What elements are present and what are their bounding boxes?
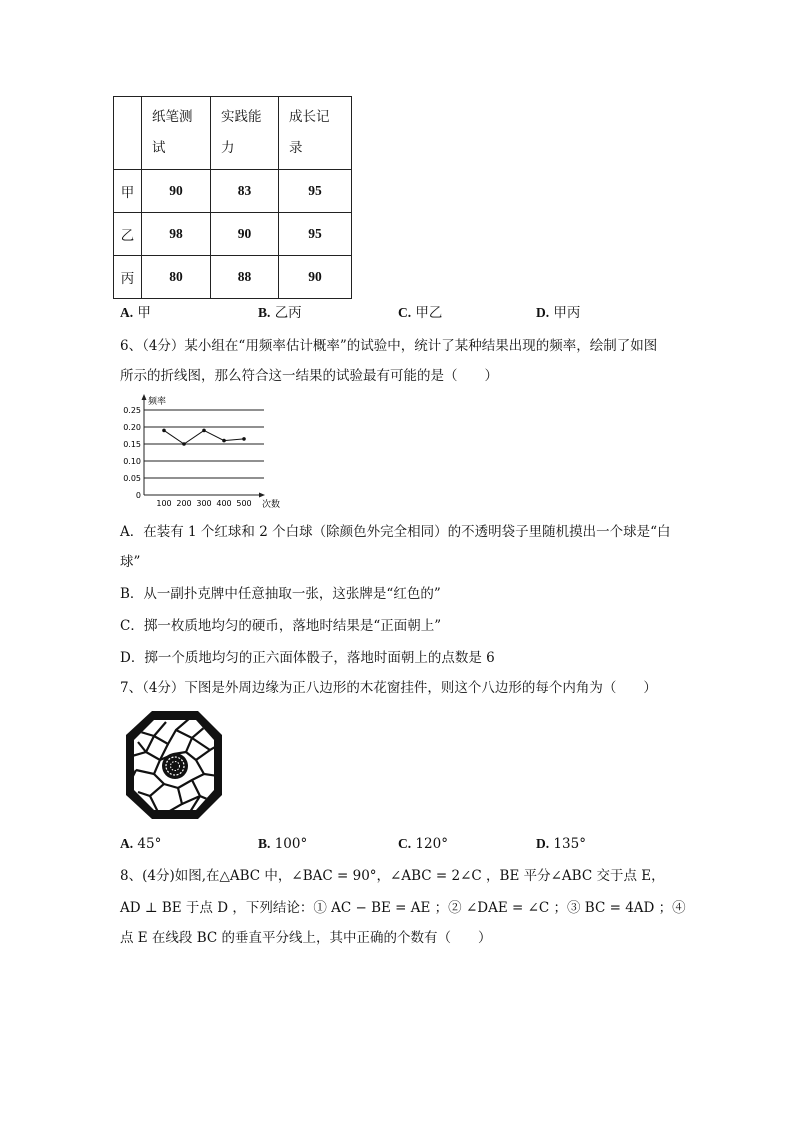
q7-option-c: [398, 834, 448, 854]
option-text: 甲丙: [553, 305, 581, 321]
data-point: [182, 442, 186, 446]
option-text: 乙丙: [274, 305, 302, 321]
score-cell: 88: [211, 256, 279, 299]
q5-option-b: [258, 303, 302, 323]
octagon-window-image: [124, 708, 224, 826]
option-label: A.: [120, 836, 134, 851]
table-header-row: [114, 97, 352, 170]
option-label: C.: [398, 305, 412, 320]
q8-stem-line-2: AD ⊥ BE 于点 D ，下列结论：① AC − BE = AE ；② ∠DAE = ∠C ；③ BC = 4AD ；④: [120, 900, 686, 916]
table-corner-cell: [114, 97, 142, 170]
option-text: 甲: [137, 305, 151, 321]
data-point: [202, 429, 206, 433]
score-cell: 90: [142, 170, 211, 213]
option-text: 135°: [553, 836, 586, 852]
q8-stem-line-3: 点 E 在线段 BC 的垂直平分线上，其中正确的个数有（ ）: [120, 930, 492, 946]
y-tick-label: 0.20: [123, 423, 141, 432]
score-cell: 95: [279, 213, 352, 256]
score-cell: 83: [211, 170, 279, 213]
option-label: D.: [536, 305, 550, 320]
q5-option-d: [536, 303, 580, 323]
option-label: D.: [536, 836, 550, 851]
table-header-cell: [279, 97, 352, 170]
y-axis-arrow-icon: [142, 394, 147, 400]
x-tick-label: 400: [216, 499, 232, 508]
header-line: 录: [289, 140, 303, 156]
x-tick-label: 300: [196, 499, 212, 508]
table-header-cell: [142, 97, 211, 170]
option-label: B.: [258, 305, 271, 320]
table-row: [114, 256, 352, 299]
header-line: 成长记: [289, 109, 330, 125]
x-tick-labels: [156, 499, 251, 508]
q7-stem: 7、（4分）下图是外周边缘为正八边形的木花窗挂件，则这个八边形的每个内角为（ ）: [120, 680, 657, 696]
q6-option-a-line-2: 球”: [120, 554, 141, 570]
score-table: [113, 96, 352, 299]
data-point: [162, 429, 166, 433]
row-name-cell: 甲: [114, 170, 142, 213]
option-label: B.: [258, 836, 271, 851]
table-row: [114, 170, 352, 213]
option-text: 甲乙: [415, 305, 443, 321]
table-row: [114, 213, 352, 256]
score-cell: 90: [279, 256, 352, 299]
y-tick-label: 0.05: [123, 474, 141, 483]
option-label: C.: [398, 836, 412, 851]
q7-option-b: [258, 834, 307, 854]
table-header-cell: [211, 97, 279, 170]
score-cell: 80: [142, 256, 211, 299]
q6-option-c: C．掷一枚质地均匀的硬币，落地时结果是“正面朝上”: [120, 618, 442, 634]
y-axis-label: 频率: [148, 397, 167, 407]
q6-option-d: D．掷一个质地均匀的正六面体骰子，落地时面朝上的点数是 6: [120, 650, 495, 666]
q6-stem-line-1: 6、（4分）某小组在“用频率估计概率”的试验中，统计了某种结果出现的频率，绘制了如图: [120, 338, 658, 354]
x-axis-label: 次数: [262, 500, 281, 510]
x-axis-arrow-icon: [259, 493, 265, 498]
data-point: [242, 437, 246, 441]
q5-option-c: [398, 303, 442, 323]
header-line: 力: [221, 140, 235, 156]
y-tick-label: 0.10: [123, 457, 141, 466]
q7-option-a: [120, 834, 161, 854]
q6-stem-line-2: 所示的折线图，那么符合这一结果的试验最有可能的是（ ）: [120, 368, 498, 384]
header-line: 试: [152, 140, 166, 156]
q6-option-b: B．从一副扑克牌中任意抽取一张，这张牌是“红色的”: [120, 586, 441, 602]
data-point: [222, 439, 226, 443]
q5-option-a: [120, 303, 151, 323]
y-tick-labels: [123, 406, 141, 500]
row-name-cell: 乙: [114, 213, 142, 256]
q8-stem-line-1: 8、(4分)如图,在△ABC 中，∠BAC = 90°，∠ABC = 2∠C ，BE 平分∠ABC 交于点 E，: [120, 868, 665, 884]
option-text: 120°: [415, 836, 448, 852]
q6-option-a-line-1: A．在装有 1 个红球和 2 个白球（除颜色外完全相同）的不透明袋子里随机摸出一个球是“白: [120, 524, 671, 540]
frequency-line-chart: [118, 394, 281, 510]
score-cell: 90: [211, 213, 279, 256]
row-name-cell: 丙: [114, 256, 142, 299]
y-tick-label: 0.15: [123, 440, 141, 449]
chart-grid: [144, 410, 264, 478]
score-cell: 98: [142, 213, 211, 256]
series-polyline: [164, 430, 244, 444]
option-text: 100°: [274, 836, 308, 852]
header-line: 实践能: [221, 109, 262, 125]
option-label: A.: [120, 305, 134, 320]
x-tick-label: 200: [176, 499, 192, 508]
score-cell: 95: [279, 170, 352, 213]
q7-option-d: [536, 834, 586, 854]
header-line: 纸笔测: [152, 109, 193, 125]
y-tick-label: 0.25: [123, 406, 141, 415]
x-tick-label: 500: [236, 499, 252, 508]
option-text: 45°: [137, 836, 162, 852]
series-line: [162, 429, 246, 446]
x-tick-label: 100: [156, 499, 172, 508]
y-tick-label: 0: [135, 491, 141, 500]
